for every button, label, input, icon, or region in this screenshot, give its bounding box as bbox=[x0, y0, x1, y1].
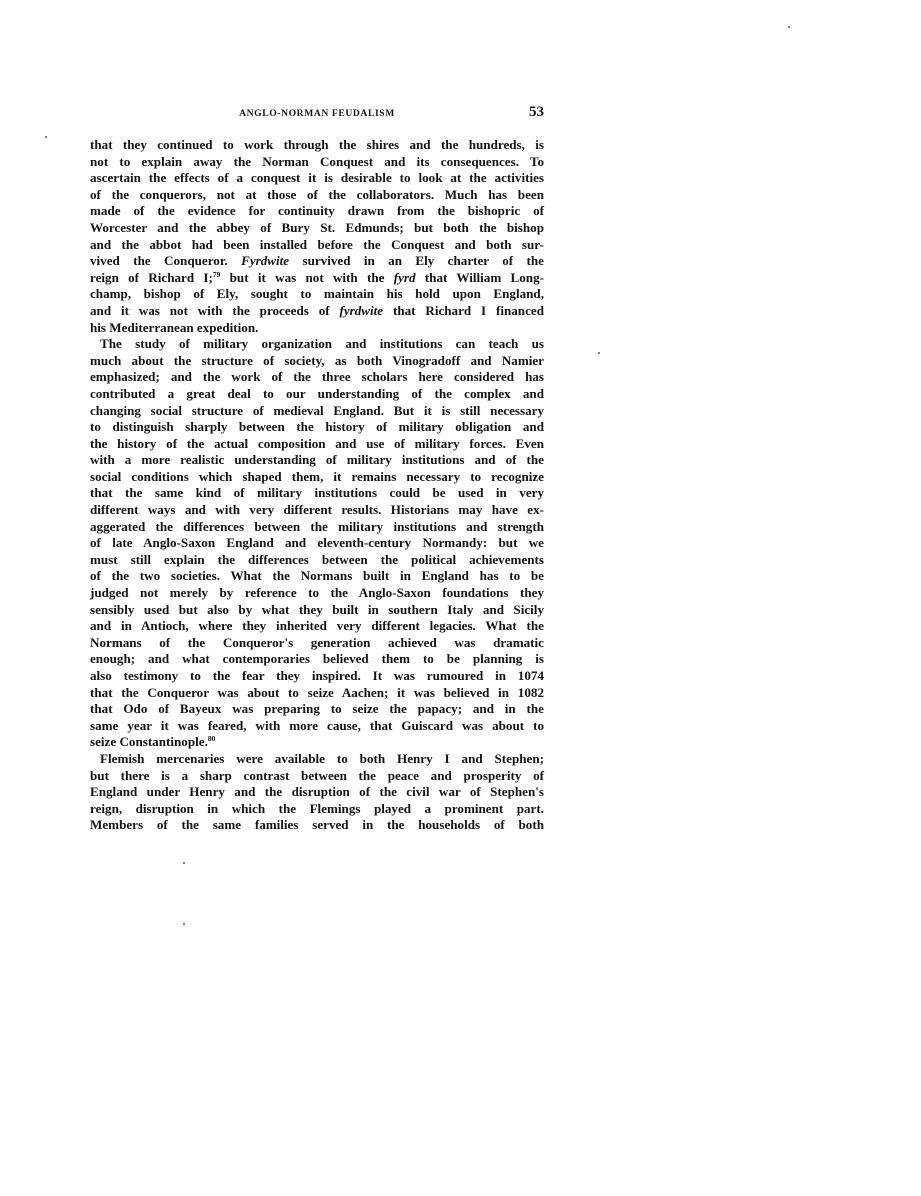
text-line: to distinguish sharply between the history of military obligation and bbox=[90, 419, 544, 435]
text-line: and in Antioch, where they inherited very different legacies. What the bbox=[90, 618, 544, 634]
text-line: sensibly used but also by what they built in southern Italy and Sicily bbox=[90, 601, 544, 617]
text-line: Normans of the Conqueror's generation achieved was dramatic bbox=[90, 634, 544, 650]
text-line: Members of the same families served in the households of both bbox=[90, 817, 544, 833]
scan-speck bbox=[598, 352, 600, 354]
text-line: of the two societies. What the Normans built in England has to be bbox=[90, 568, 544, 584]
text-line: with a more realistic understanding of military institutions and of the bbox=[90, 452, 544, 468]
text-line: contributed a great deal to our understanding of the complex and bbox=[90, 385, 544, 401]
text-line: reign of Richard I;$^{79}$ but it was not with the fyrd that William Long- bbox=[90, 269, 544, 285]
text-line: his Mediterranean expedition. bbox=[90, 319, 259, 335]
text-line: ascertain the effects of a conquest it is desirable to look at the activities bbox=[90, 170, 544, 186]
text-line: reign, disruption in which the Flemings played a prominent part. bbox=[90, 800, 544, 816]
page-number: 53 bbox=[529, 104, 544, 120]
text-line: England under Henry and the disruption of the civil war of Stephen's bbox=[90, 784, 544, 800]
text-line: emphasized; and the work of the three scholars here considered has bbox=[90, 369, 544, 385]
paragraph bbox=[90, 751, 544, 834]
text-line: not to explain away the Norman Conquest and its consequences. To bbox=[90, 153, 544, 169]
text-line: and the abbot had been installed before the Conquest and both sur- bbox=[90, 236, 544, 252]
text-line: made of the evidence for continuity drawn from the bishopric of bbox=[90, 203, 544, 219]
text-line: seize Constantinople.$^{80}$ bbox=[90, 734, 216, 750]
body-text bbox=[90, 137, 544, 834]
text-line: must still explain the differences between the political achievements bbox=[90, 551, 544, 567]
text-line: vived the Conqueror. Fyrdwite survived in an Ely charter of the bbox=[90, 253, 544, 269]
text-line: that Odo of Bayeux was preparing to seize the papacy; and in the bbox=[90, 701, 544, 717]
text-line: social conditions which shaped them, it remains necessary to recognize bbox=[90, 468, 544, 484]
text-line: Flemish mercenaries were available to both Henry I and Stephen; bbox=[100, 750, 544, 766]
text-line: much about the structure of society, as both Vinogradoff and Namier bbox=[90, 352, 544, 368]
text-line: Worcester and the abbey of Bury St. Edmunds; but both the bishop bbox=[90, 219, 544, 235]
text-line: that they continued to work through the shires and the hundreds, is bbox=[90, 137, 544, 152]
text-line: different ways and with very different results. Historians may have ex- bbox=[90, 502, 544, 518]
text-line: and it was not with the proceeds of fyrdwite that Richard I financed bbox=[90, 302, 544, 318]
text-line: of late Anglo-Saxon England and eleventh-century Normandy: but we bbox=[90, 535, 544, 551]
text-line: that the same kind of military institutions could be used in very bbox=[90, 485, 544, 501]
paragraph bbox=[90, 336, 544, 751]
text-line: changing social structure of medieval England. But it is still necessary bbox=[90, 402, 544, 418]
text-line: The study of military organization and institutions can teach us bbox=[100, 336, 544, 352]
text-line: but there is a sharp contrast between the peace and prosperity of bbox=[90, 767, 544, 783]
text-line: the history of the actual composition and use of military forces. Even bbox=[90, 435, 544, 451]
paragraph bbox=[90, 137, 544, 336]
text-line: of the conquerors, not at those of the collaborators. Much has been bbox=[90, 186, 544, 202]
scan-speck bbox=[788, 26, 790, 28]
text-line: enough; and what contemporaries believed them to be planning is bbox=[90, 651, 544, 667]
text-line: judged not merely by reference to the Anglo-Saxon foundations they bbox=[90, 585, 544, 601]
text-line: that the Conqueror was about to seize Aachen; it was believed in 1082 bbox=[90, 684, 544, 700]
footnote-marker: 79 bbox=[212, 269, 221, 279]
scan-speck bbox=[183, 923, 185, 925]
footnote-marker: 80 bbox=[207, 734, 216, 744]
running-title: ANGLO-NORMAN FEUDALISM bbox=[239, 108, 395, 119]
running-head bbox=[90, 104, 544, 126]
text-line: same year it was feared, with more cause, that Guiscard was about to bbox=[90, 717, 544, 733]
scan-speck bbox=[183, 862, 185, 864]
text-line: aggerated the differences between the military institutions and strength bbox=[90, 518, 544, 534]
text-line: champ, bishop of Ely, sought to maintain his hold upon England, bbox=[90, 286, 544, 302]
text-line: also testimony to the fear they inspired. It was rumoured in 1074 bbox=[90, 668, 544, 683]
scan-speck bbox=[45, 136, 47, 138]
